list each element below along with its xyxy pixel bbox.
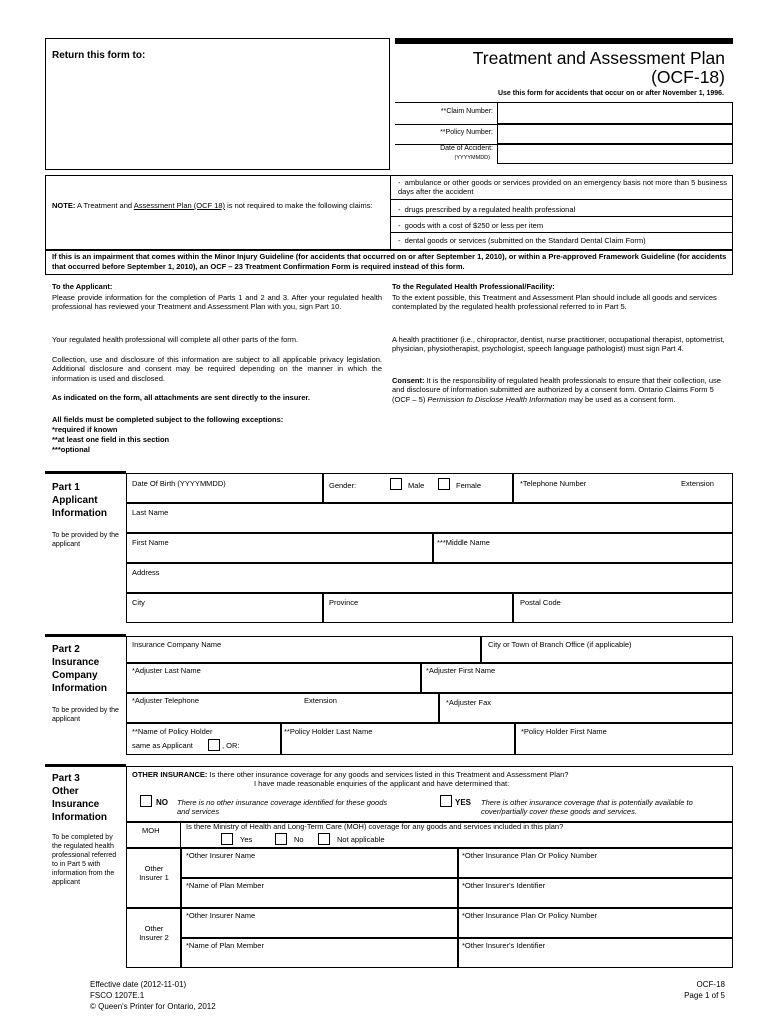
- female-checkbox[interactable]: [438, 478, 450, 490]
- telephone-label: *Telephone Number: [520, 479, 587, 488]
- insurer2-member-label: *Name of Plan Member: [186, 941, 264, 950]
- claim-number-label: **Claim Number:: [440, 108, 493, 115]
- date-of-accident-field[interactable]: [497, 144, 733, 164]
- first-name-field[interactable]: [126, 533, 433, 563]
- part1-heading-c: Information: [52, 508, 107, 519]
- footer-fsco: FSCO 1207E.1: [90, 991, 145, 1000]
- applicant-p2: Your regulated health professional will complete all other parts of the form.: [52, 335, 299, 344]
- part3-heading-d: Information: [52, 812, 107, 823]
- city-label: City: [132, 598, 145, 607]
- male-checkbox[interactable]: [390, 478, 402, 490]
- note-item-2: - drugs prescribed by a regulated health professional: [398, 205, 576, 214]
- footer-form-id: OCF-18: [696, 980, 725, 989]
- other-insurance-question: OTHER INSURANCE: Is there other insurance coverage for any goods and services listed in this Treatment and Assessment Plan?: [132, 770, 569, 779]
- required-legend-3: ***optional: [52, 445, 90, 454]
- holder-first-label: *Policy Holder First Name: [521, 727, 607, 736]
- address-field[interactable]: [126, 563, 733, 593]
- yes-text: There is other insurance coverage that is potentially available to cover/partially cover these goods and services.: [481, 798, 693, 817]
- same-as-applicant-label: same as Applicant: [132, 741, 193, 750]
- company-name-label: Insurance Company Name: [132, 640, 222, 649]
- province-label: Province: [329, 598, 359, 607]
- return-label: Return this form to:: [52, 50, 146, 61]
- insurer2-label: Other Insurer 2: [139, 924, 169, 943]
- moh-no-checkbox[interactable]: [275, 833, 287, 845]
- insurer2-plan-label: *Other Insurance Plan Or Policy Number: [462, 911, 598, 920]
- other-insurance-determination: I have made reasonable enquiries of the applicant and have determined that:: [254, 779, 510, 788]
- city-field[interactable]: [126, 593, 323, 623]
- consent-text: Consent: It is the responsibility of regulated health professionals to ensure that their collection, use and disclosure of information submitted are authorized by a consent form. Ontario Claims Form 5 (OCF – 5) Permission to Disclose Health Information may be used as a consent form.: [392, 376, 721, 404]
- professional-heading: To the Regulated Health Professional/Facility:: [392, 282, 555, 291]
- footer-effective-date: Effective date (2012-11-01): [90, 980, 187, 989]
- dob-label: Date Of Birth (YYYYMMDD): [132, 479, 226, 488]
- moh-yes-label: Yes: [240, 835, 253, 844]
- holder-last-label: **Policy Holder Last Name: [284, 727, 373, 736]
- moh-no-label: No: [294, 835, 304, 844]
- adjuster-extension-label: Extension: [304, 696, 337, 705]
- adjuster-last-label: *Adjuster Last Name: [132, 666, 201, 675]
- no-label: NO: [156, 798, 168, 807]
- or-label: , OR:: [222, 741, 240, 750]
- policy-number-label: **Policy Number:: [440, 129, 493, 136]
- footer-page-number: Page 1 of 5: [684, 991, 725, 1000]
- female-label: Female: [456, 481, 482, 490]
- part2-top-bar: [45, 634, 126, 637]
- page-title: Treatment and Assessment Plan: [472, 48, 725, 68]
- part3-heading-b: Other: [52, 786, 79, 797]
- policy-holder-label: **Name of Policy Holder: [132, 727, 213, 736]
- note-item-4: - dental goods or services (submitted on the Standard Dental Claim Form): [398, 236, 646, 245]
- policy-number-field[interactable]: [497, 124, 733, 144]
- part3-sub: To be completed by the regulated health professional referred to in Part 5 with information from the applicant: [52, 834, 117, 887]
- fields-heading: All fields must be completed subject to the following exceptions:: [52, 415, 284, 424]
- date-of-accident-label: Date of Accident:: [440, 145, 493, 152]
- insurer1-label: Other Insurer 1: [139, 864, 169, 883]
- insurer1-name-label: *Other Insurer Name: [186, 851, 256, 860]
- form-code: (OCF-18): [651, 67, 725, 87]
- footer-copyright: © Queen's Printer for Ontario, 2012: [90, 1002, 216, 1011]
- yes-label: YES: [455, 798, 472, 807]
- applies-note: Use this form for accidents that occur on or after November 1, 1996.: [497, 90, 724, 97]
- impairment-text: If this is an impairment that comes within the Minor Injury Guideline (for accidents that occurred on or after September 1, 2010), or within a Pre-approved Framework Guideline (for accidents that occurred before September 1, 2010), an OCF – 23 Treatment Confirmation Form is required instead of this form.: [52, 252, 727, 271]
- part2-heading: Part 2: [52, 644, 80, 655]
- note-item-3: - goods with a cost of $250 or less per item: [398, 221, 544, 230]
- insurer1-plan-label: *Other Insurance Plan Or Policy Number: [462, 851, 598, 860]
- part1-heading-b: Applicant: [52, 495, 98, 506]
- insurer1-member-label: *Name of Plan Member: [186, 881, 264, 890]
- branch-city-label: City or Town of Branch Office (if applicable): [488, 640, 632, 649]
- no-text: There is no other insurance coverage identified for these goods and services: [177, 798, 388, 817]
- applicant-p3: Collection, use and disclosure of this information are subject to all applicable privacy legislation. Additional disclosure and consent may be required depending on the manner in which the information is used and disclosed.: [52, 355, 382, 383]
- same-as-applicant-checkbox[interactable]: [208, 739, 220, 751]
- part2-heading-c: Company: [52, 670, 98, 681]
- date-format-hint: (YYYYMMDD): [454, 155, 490, 161]
- applicant-heading: To the Applicant:: [52, 282, 113, 291]
- title-bar: [395, 38, 733, 44]
- first-name-label: First Name: [132, 538, 169, 547]
- last-name-field[interactable]: [126, 503, 733, 533]
- ocf18-link[interactable]: Assessment Plan (OCF 18): [133, 201, 225, 210]
- applicant-p4: As indicated on the form, all attachments are sent directly to the insurer.: [52, 393, 310, 402]
- applicant-p1: Please provide information for the completion of Parts 1 and 2 and 3. After your regulated health professional has reviewed your Treatment and Assessment Plan with you, sign Part 10.: [52, 293, 382, 312]
- male-label: Male: [408, 481, 425, 490]
- moh-label: MOH: [142, 826, 160, 835]
- middle-name-label: ***Middle Name: [437, 538, 490, 547]
- claim-number-field[interactable]: [497, 102, 733, 124]
- professional-p1: To the extent possible, this Treatment and Assessment Plan should include all goods and services contemplated by the regulated health professional referred to in Part 5.: [392, 293, 717, 312]
- extension-label: Extension: [681, 479, 714, 488]
- address-label: Address: [132, 568, 160, 577]
- part2-heading-b: Insurance: [52, 657, 100, 668]
- adjuster-first-label: *Adjuster First Name: [426, 666, 496, 675]
- insurer1-identifier-label: *Other Insurer's Identifier: [462, 881, 546, 890]
- insurer2-identifier-label: *Other Insurer's Identifier: [462, 941, 546, 950]
- no-other-insurance-checkbox[interactable]: [140, 795, 152, 807]
- postal-code-label: Postal Code: [520, 598, 561, 607]
- part3-heading: Part 3: [52, 773, 80, 784]
- part2-sub: To be provided by the applicant: [52, 707, 119, 723]
- part1-top-bar: [45, 471, 126, 474]
- gender-label: Gender:: [329, 481, 357, 490]
- part3-top-bar: [45, 764, 126, 767]
- moh-yes-checkbox[interactable]: [221, 833, 233, 845]
- moh-na-label: Not applicable: [337, 835, 385, 844]
- required-legend-1: *required if known: [52, 425, 118, 434]
- part3-heading-c: Insurance: [52, 799, 100, 810]
- insurer2-name-label: *Other Insurer Name: [186, 911, 256, 920]
- moh-na-checkbox[interactable]: [318, 833, 330, 845]
- required-legend-2: **at least one field in this section: [52, 435, 170, 444]
- part1-heading: Part 1: [52, 482, 80, 493]
- adjuster-phone-label: *Adjuster Telephone: [132, 696, 199, 705]
- adjuster-fax-label: *Adjuster Fax: [446, 698, 492, 707]
- professional-p2: A health practitioner (i.e., chiropractor, dentist, nurse practitioner, occupational therapist, optometrist, physician, physiotherapist, psychologist, speech language pathologist) must sign Part 4.: [392, 335, 725, 354]
- last-name-label: Last Name: [132, 508, 169, 517]
- moh-question: Is there Ministry of Health and Long-Term Care (MOH) coverage for any goods and services included in this plan?: [186, 822, 564, 831]
- note-text: NOTE: A Treatment and Assessment Plan (OCF 18) is not required to make the following claims:: [52, 201, 373, 210]
- part1-sub: To be provided by the applicant: [52, 532, 119, 548]
- note-item-1: - ambulance or other goods or services provided on an emergency basis not more than 5 business days after the accident: [398, 178, 727, 197]
- yes-other-insurance-checkbox[interactable]: [440, 795, 452, 807]
- part2-heading-d: Information: [52, 683, 107, 694]
